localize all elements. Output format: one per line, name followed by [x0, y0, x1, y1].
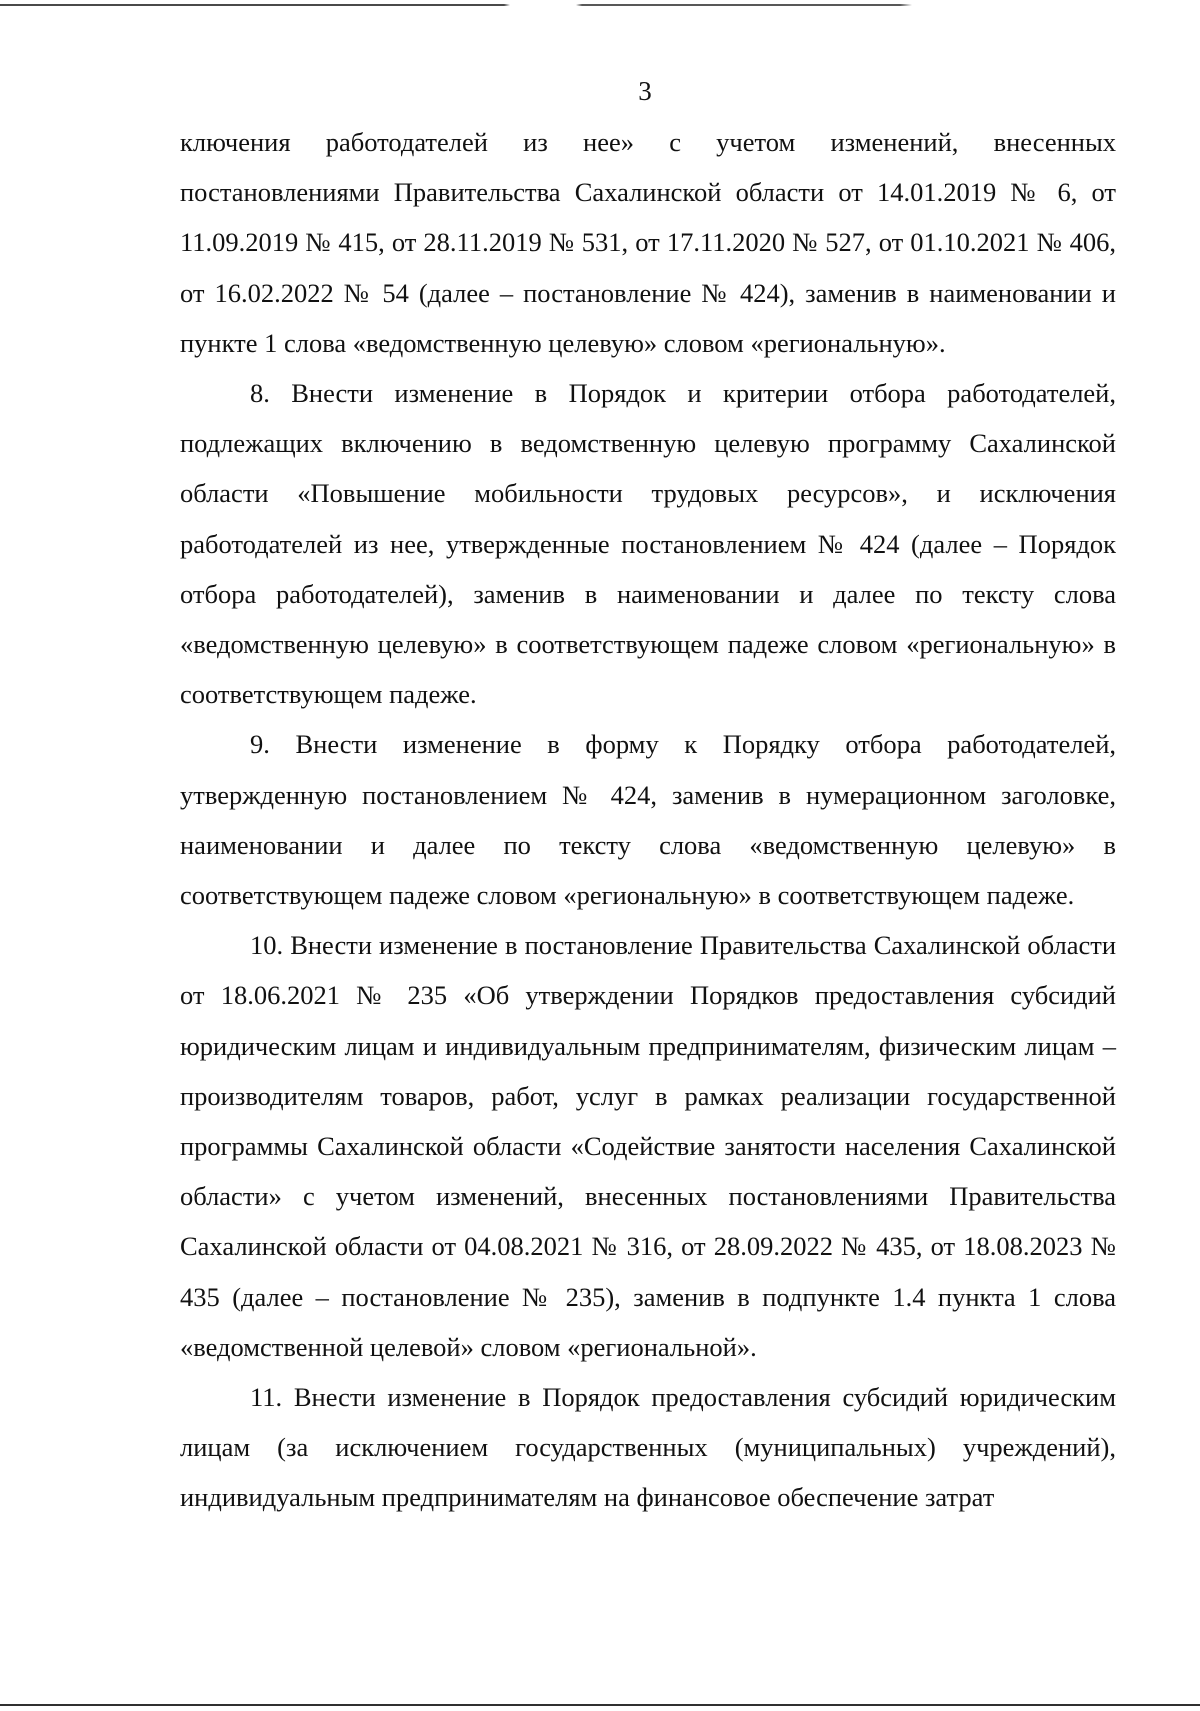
scan-edge-bottom [0, 1704, 1200, 1706]
paragraph-item-11: 11. Внести изменение в Порядок предоставления субсидий юридическим лицам (за исключением государственных (муниципальных) учреждений), индивидуальным предпринимателям на финансовое обеспечение затрат [180, 1382, 1116, 1513]
paragraph-item-10: 10. Внести изменение в постановление Правительства Сахалинской области от 18.06.2021 № 235 «Об утверждении Порядков предоставления субсидий юридическим лицам и индивидуальным предпринимателям, физическим лицам – производителям товаров, работ, услуг в рамках реализации государственной программы Сахалинской области «Содействие занятости населения Сахалинской области» с учетом изменений, внесенных постановлениями Правительства Сахалинской области от 04.08.2021 № 316, от 28.09.2022 № 435, от 18.08.2023 № 435 (далее – постановление № 235), заменив в подпункте 1.4 пункта 1 слова «ведомственной целевой» словом «региональной». [180, 930, 1116, 1362]
document-body [180, 117, 1116, 1523]
paragraph-item-8: 8. Внести изменение в Порядок и критерии отбора работодателей, подлежащих включению в ведомственную целевую программу Сахалинской области «Повышение мобильности трудовых ресурсов», и исключения работодателей из нее, утвержденные постановлением № 424 (далее – Порядок отбора работодателей), заменив в наименовании и далее по тексту слова «ведомственную целевую» в соответствующем падеже словом «региональную» в соответствующем падеже. [180, 378, 1116, 710]
page-number: 3 [638, 76, 652, 106]
paragraph-continuation: ключения работодателей из нее» с учетом изменений, внесенных постановлениями Правительства Сахалинской области от 14.01.2019 № 6, от 11.09.2019 № 415, от 28.11.2019 № 531, от 17.11.2020 № 527, от 01.10.2021 № 406, от 16.02.2022 № 54 (далее – постановление № 424), заменив в наименовании и пункте 1 слова «ведомственную целевую» словом «региональную». [180, 127, 1116, 358]
paragraph-item-9: 9. Внести изменение в форму к Порядку отбора работодателей, утвержденную постановлением № 424, заменив в нумерационном заголовке, наименовании и далее по тексту слова «ведомственную целевую» в соответствующем падеже словом «региональную» в соответствующем падеже. [180, 729, 1116, 911]
scan-edge-top [0, 4, 1200, 6]
